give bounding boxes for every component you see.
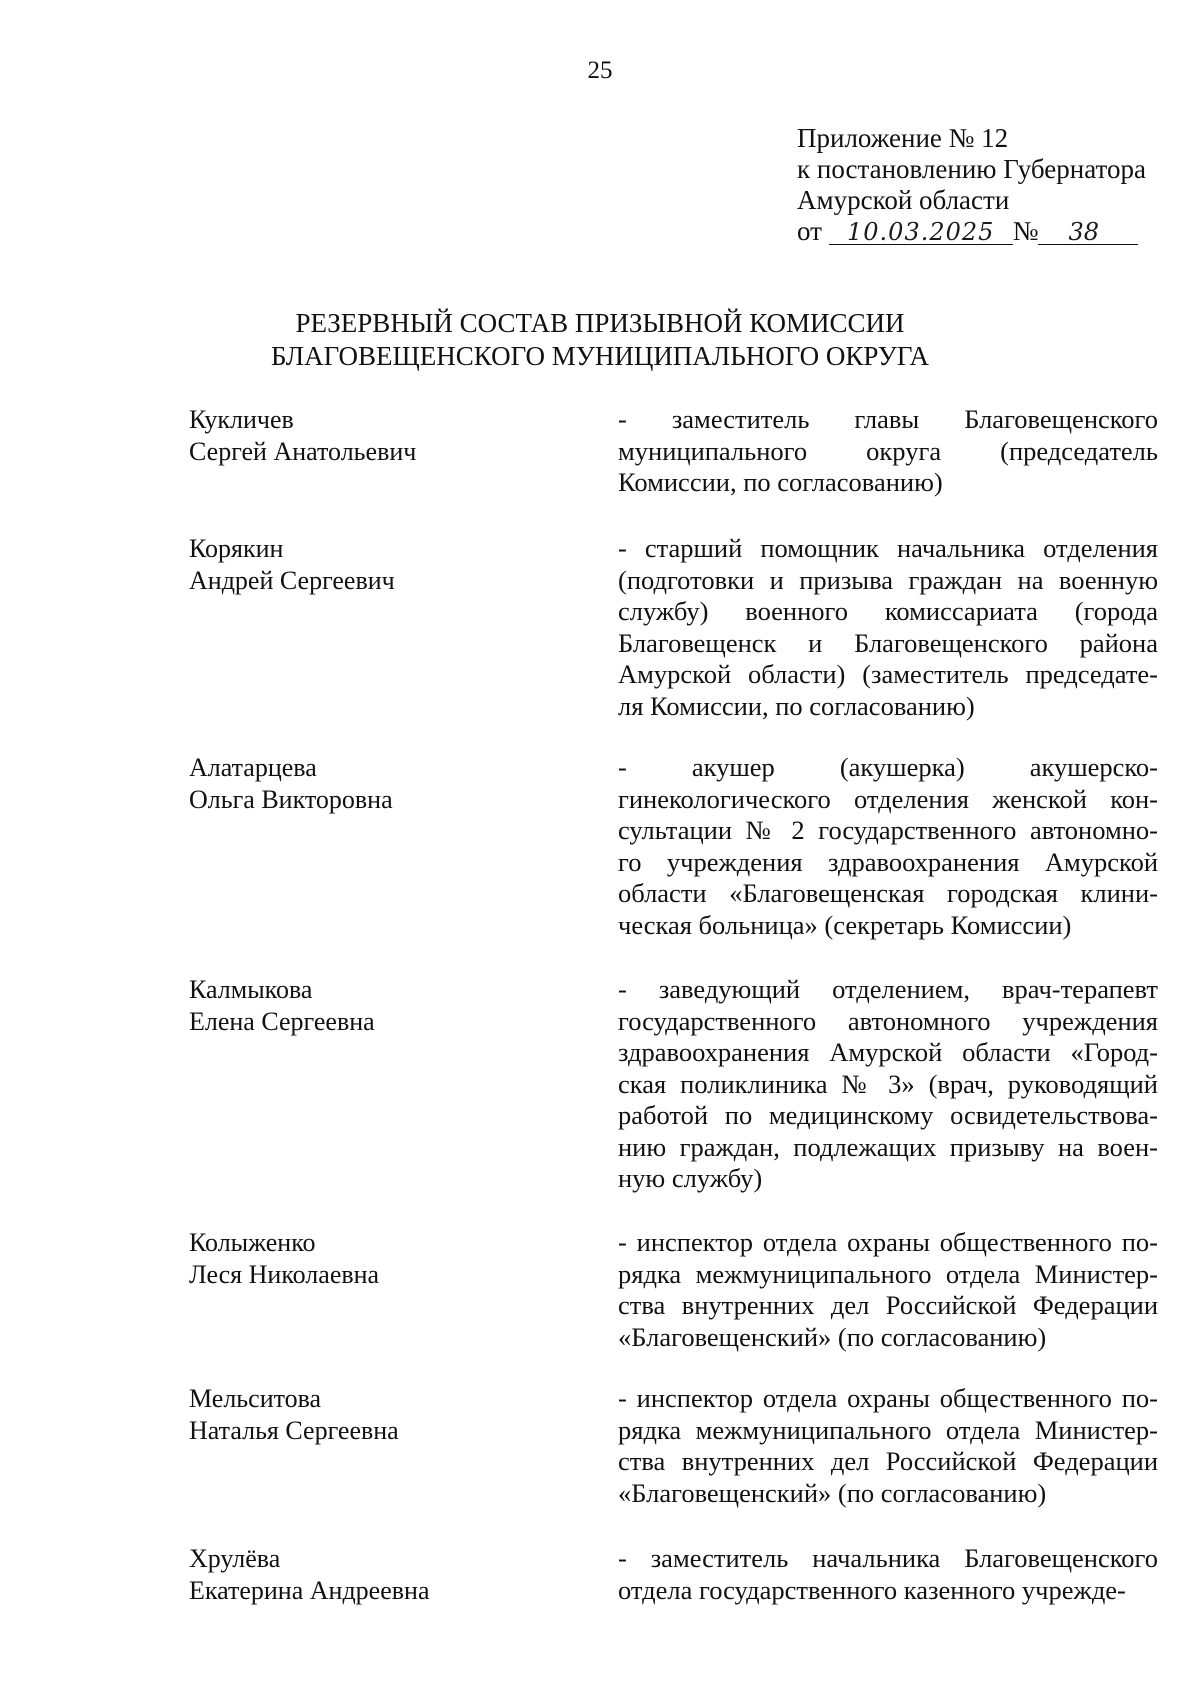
member-role (618, 1383, 1158, 1509)
member-given-name: Андрей Сергеевич (189, 565, 395, 595)
member-role-line: рядка межмуниципального отдела Министер- (618, 1258, 1158, 1289)
member-role (618, 752, 1158, 941)
member-role (618, 404, 1158, 499)
member-name (189, 1543, 569, 1606)
member-name (189, 974, 569, 1037)
member-role-line: - заместитель главы Благовещенского (618, 404, 1158, 434)
member-role-line: - заведующий отделением, врач-терапевт (618, 974, 1158, 1004)
member-given-name: Сергей Анатольевич (189, 436, 417, 466)
member-role-line: - инспектор отдела охраны общественного по- (618, 1383, 1158, 1413)
page-number: 25 (587, 57, 613, 84)
member-role (618, 974, 1158, 1195)
member-surname: Корякин (189, 534, 284, 563)
member-role-line: ства внутренних дел Российской Федерации (618, 1290, 1158, 1320)
appendix-line-3: Амурской области (797, 185, 1010, 215)
handwritten-number: 38 (1038, 220, 1138, 245)
document-title (0, 307, 1200, 373)
member-name (189, 533, 569, 596)
member-role-line: ства внутренних дел Российской Федерации (618, 1446, 1158, 1476)
member-role-line: ля Комиссии, по согласованию) (618, 690, 975, 721)
member-role-line: - акушер (акушерка) акушерско- (618, 752, 1158, 782)
member-role-line: - старший помощник начальника отделения (618, 533, 1158, 563)
appendix-line-2: к постановлению Губернатора (797, 154, 1146, 184)
number-sign: № (1012, 216, 1039, 246)
member-role-line: Амурской области) (заместитель председате- (618, 659, 1158, 689)
member-role (618, 533, 1158, 722)
member-role-line: рядка межмуниципального отдела Министер- (618, 1414, 1158, 1445)
handwritten-date: 10.03.2025 (829, 220, 1013, 245)
date-prefix: от (797, 216, 822, 246)
member-given-name: Леся Николаевна (189, 1259, 380, 1289)
member-role-line: сультации № 2 государственного автономно- (618, 815, 1158, 845)
member-name (189, 1383, 569, 1446)
title-line-1: РЕЗЕРВНЫЙ СОСТАВ ПРИЗЫВНОЙ КОМИССИИ (295, 308, 905, 338)
member-role-line: «Благовещенский» (по согласованию) (618, 1477, 1047, 1508)
member-role-line: «Благовещенский» (по согласованию) (618, 1321, 1047, 1352)
member-role (618, 1227, 1158, 1353)
member-given-name: Екатерина Андреевна (189, 1575, 430, 1605)
member-surname: Алатарцева (189, 753, 317, 782)
member-role-line: нию граждан, подлежащих призыву на воен- (618, 1131, 1158, 1162)
member-surname: Мельситова (189, 1384, 322, 1413)
member-role-line: ская поликлиника № 3» (врач, руководящий (618, 1068, 1158, 1099)
member-given-name: Ольга Викторовна (189, 784, 393, 814)
member-role-line: гинекологического отделения женской кон- (618, 783, 1158, 814)
member-name (189, 752, 569, 815)
member-role-line: Комиссии, по согласованию) (618, 467, 943, 497)
member-role-line: го учреждения здравоохранения Амурской (618, 846, 1158, 877)
member-given-name: Наталья Сергеевна (189, 1415, 399, 1445)
member-role-line: - заместитель начальника Благовещенского (618, 1543, 1158, 1573)
member-role-line: отдела государственного казенного учрежде- (618, 1574, 1126, 1605)
member-role (618, 1543, 1158, 1606)
member-role-line: Благовещенск и Благовещенского района (618, 627, 1158, 658)
member-role-line: службу) военного комиссариата (города (618, 596, 1158, 626)
member-role-line: ческая больница» (секретарь Комиссии) (618, 909, 1072, 940)
member-surname: Колыженко (189, 1228, 316, 1257)
member-role-line: (подготовки и призыва граждан на военную (618, 564, 1158, 595)
member-name (189, 404, 569, 467)
member-role-line: ную службу) (618, 1163, 763, 1193)
appendix-date-line (797, 216, 1146, 247)
member-name (189, 1227, 569, 1290)
member-surname: Калмыкова (189, 975, 313, 1004)
appendix-line-1: Приложение № 12 (797, 123, 1009, 153)
member-role-line: - инспектор отдела охраны общественного по- (618, 1227, 1158, 1257)
member-role-line: области «Благовещенская городская клини- (618, 878, 1158, 908)
member-role-line: муниципального округа (председатель (618, 435, 1158, 466)
member-role-line: работой по медицинскому освидетельствова- (618, 1100, 1158, 1130)
member-given-name: Елена Сергеевна (189, 1006, 375, 1036)
member-role-line: здравоохранения Амурской области «Город- (618, 1037, 1158, 1067)
appendix-block (797, 123, 1146, 247)
member-surname: Кукличев (189, 405, 294, 434)
member-surname: Хрулёва (189, 1544, 281, 1573)
title-line-2: БЛАГОВЕЩЕНСКОГО МУНИЦИПАЛЬНОГО ОКРУГА (270, 341, 930, 371)
member-role-line: государственного автономного учреждения (618, 1005, 1158, 1036)
